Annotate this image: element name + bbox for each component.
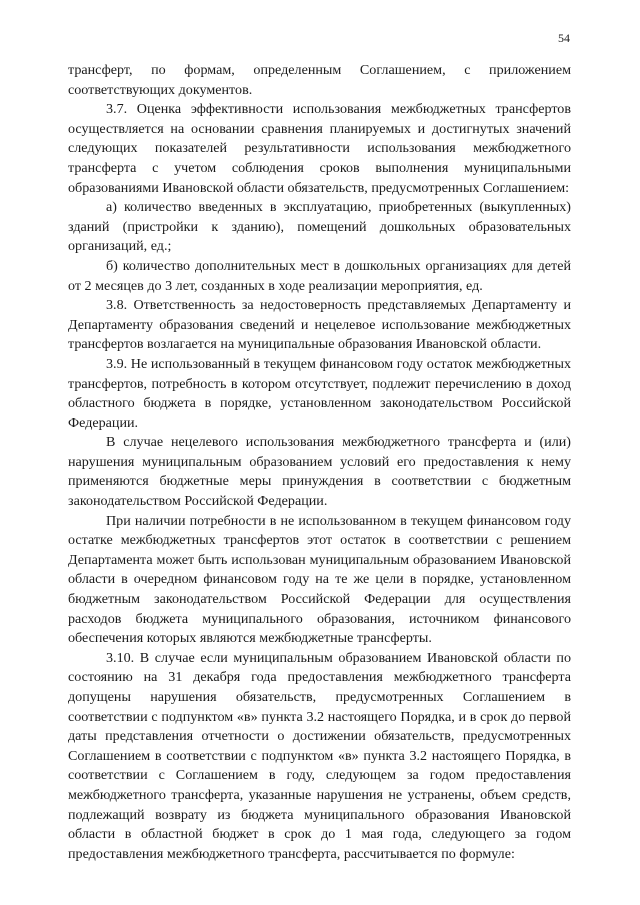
paragraph-3-7: 3.7. Оценка эффективности использования межбюджетных трансфертов осуществляется на основании сравнения планируемых и достигнутых значений следующих показателей результативности использования межбюджетного трансферта с учетом соблюдения сроков выполнения муниципальными образованиями Ивановской области обязательств, предусмотренных Соглашением: <box>68 101 571 196</box>
paragraph-3-7-item-b: б) количество дополнительных мест в дошкольных организациях для детей от 2 месяцев до 3 лет, созданных в ходе реализации мероприятия, ед. <box>68 257 571 294</box>
paragraph-3-8: 3.8. Ответственность за недостоверность представляемых Департаменту и Департаменту образования сведений и нецелевое использование межбюджетных трансфертов возлагается на муниципальные образования Ивановской области. <box>68 297 571 353</box>
page-number: 54 <box>558 31 570 45</box>
paragraph-remainder: При наличии потребности в не использованном в текущем финансовом году остатке межбюджетных трансфертов этот остаток в соответствии с решением Департамента может быть использован муниципальным образованием Ивановской области в очередном финансовом году на те же цели в порядке, установленном бюджетным законодательством Российской Федерации для осуществления расходов бюджета муниципального образования, источником финансового обеспечения которых являются межбюджетные трансферты. <box>68 512 571 647</box>
paragraph-3-9: 3.9. Не использованный в текущем финансовом году остаток межбюджетных трансфертов, потребность в котором отсутствует, подлежит перечислению в доход областного бюджета в порядке, установленном законодательством Российской Федерации. <box>68 355 571 431</box>
document-body <box>68 61 571 864</box>
paragraph-3-10: 3.10. В случае если муниципальным образованием Ивановской области по состоянию на 31 декабря года предоставления межбюджетного трансферта допущены нарушения обязательств, предусмотренных Соглашением в соответствии с подпунктом «в» пункта 3.2 настоящего Порядка, и в срок до первой даты представления отчетности о достижении обязательств, предусмотренных Соглашением в соответствии с подпунктом «в» пункта 3.2 настоящего Порядка, в соответствии с Соглашением в году, следующем за годом предоставления межбюджетного трансферта, указанные нарушения не устранены, объем средств, подлежащий возврату из бюджета муниципального образования Ивановской области в областной бюджет в срок до 1 мая года, следующего за годом предоставления межбюджетного трансферта, рассчитывается по формуле: <box>68 649 571 862</box>
paragraph-3-7-item-a: а) количество введенных в эксплуатацию, приобретенных (выкупленных) зданий (пристройки к зданию), помещений дошкольных образовательных организаций, ед.; <box>68 199 571 255</box>
paragraph-continuation: трансферт, по формам, определенным Соглашением, с приложением соответствующих документов. <box>68 62 571 98</box>
paragraph-misuse: В случае нецелевого использования межбюджетного трансферта и (или) нарушения муниципальным образованием условий его предоставления к нему применяются бюджетные меры принуждения в соответствии с бюджетным законодательством Российской Федерации. <box>68 434 571 510</box>
